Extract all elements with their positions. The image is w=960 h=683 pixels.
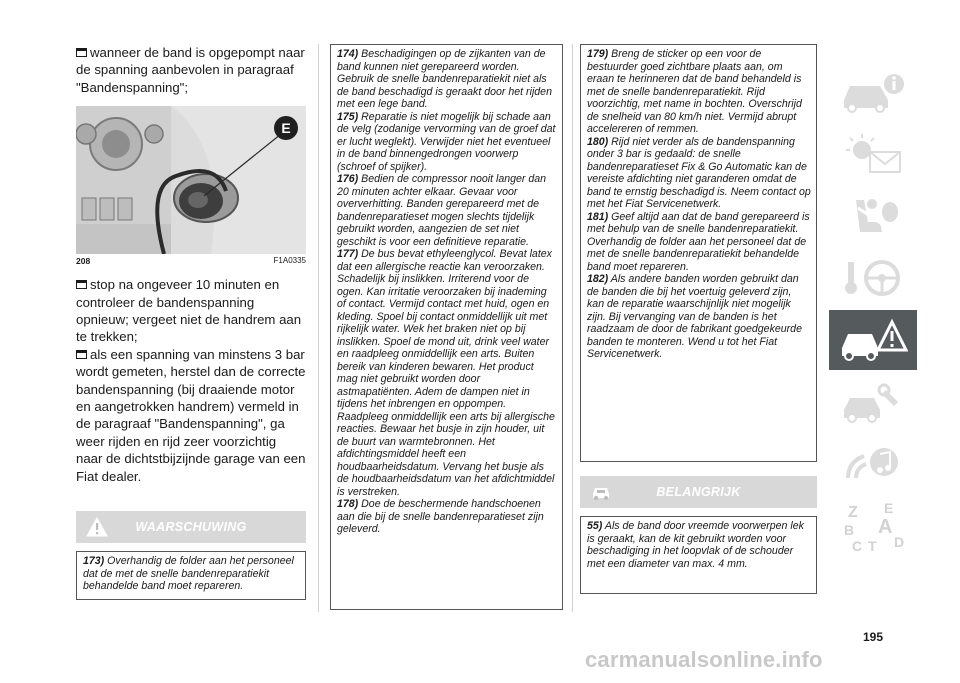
important-title: BELANGRIJK bbox=[656, 485, 741, 499]
column-divider bbox=[318, 44, 319, 612]
warning-note bbox=[587, 211, 811, 274]
car-breakdown-icon bbox=[838, 318, 908, 362]
figure-number: 208 bbox=[76, 256, 91, 267]
index-letter: D bbox=[894, 534, 905, 550]
note-ref: 176) bbox=[337, 173, 359, 185]
figure-tyre-kit bbox=[76, 106, 306, 254]
index-letter: E bbox=[884, 500, 894, 516]
note-ref: 55) bbox=[587, 520, 603, 532]
note-text: Als de band door vreemde voorwerpen lek is geraakt, kan de kit gebruikt worden voor beschadiging in het loopvlak of de schouder met een diameter van max. 4 mm. bbox=[587, 520, 804, 570]
note-ref: 180) bbox=[587, 135, 609, 148]
sidebar-item-maintenance[interactable] bbox=[829, 372, 917, 432]
sidebar-item-emergency[interactable] bbox=[829, 310, 917, 370]
note-ref: 179) bbox=[587, 48, 609, 60]
figure-code: F1A0335 bbox=[273, 256, 306, 266]
important-box bbox=[580, 516, 817, 594]
warning-note bbox=[337, 173, 557, 248]
step-text: stop na ongeveer 10 minuten en controleer de bandenspanning opnieuw; vergeet niet de handrem aan te trekken; bbox=[76, 277, 302, 345]
note-ref: 181) bbox=[587, 210, 609, 223]
note-text: Doe de beschermende handschoenen aan die bij de snelle bandenreparatieset zijn geleverd. bbox=[337, 498, 544, 535]
sidebar-item-starting-driving[interactable] bbox=[829, 248, 917, 308]
warning-note bbox=[587, 48, 811, 136]
warning-note bbox=[83, 555, 300, 593]
steering-wheel-key-icon bbox=[838, 256, 908, 300]
warning-notes-box bbox=[330, 44, 563, 610]
step-text: als een spanning van minstens 3 bar wordt gemeten, herstel dan de correcte bandenspanning (bij draaiende motor en aangetrokken handrem) vermeld in de paragraaf "Bandenspanning", ga weer rijden en rijd zeer voorzichtig naar de dichtstbijzijnde garage van een Fiat dealer. bbox=[76, 346, 306, 484]
column-right bbox=[580, 44, 817, 594]
car-info-icon bbox=[590, 482, 612, 502]
multimedia-icon bbox=[838, 442, 908, 486]
sidebar-item-safety[interactable] bbox=[829, 186, 917, 246]
sidebar-item-multimedia[interactable] bbox=[829, 434, 917, 494]
warning-note bbox=[337, 248, 557, 498]
warning-banner bbox=[76, 511, 306, 543]
note-text: Geef altijd aan dat de band gerepareerd is met behulp van de snelle bandenreparatiekit. Overhandig de folder aan het personeel dat de met de snelle bandenreparatiekit behandelde band moet repareren. bbox=[587, 210, 810, 273]
note-text: De bus bevat ethyleenglycol. Bevat latex dat een allergische reactie kan veroorzaken. Schadelijk bij inslikken. Irriterend voor de ogen. Kan irritatie veroorzaken bij inademing of contact. Vermijd contact met huid, ogen en kleding. Spoel bij contact onmiddellijk uit met rijkelijk water. Wek het braken niet op bij inslikken. Spoel de mond uit, drink veel water en raadpleeg onmiddellijk een arts. Buiten bereik van kinderen bewaren. Het product mag niet gebruikt worden door astmapatiënten. Adem de dampen niet in tijdens het inbrengen en oppompen. Raadpleeg onmiddellijk een arts bij allergische reacties. Bewaar het busje in zijn houder, uit de buurt van warmtebronnen. Het afdichtingsmiddel heeft een houdbaarheidsdatum. Vervang het busje als de houdbaarheidsdatum van het afdichtmiddel is verstreken. bbox=[337, 248, 555, 498]
note-ref: 178) bbox=[337, 498, 359, 510]
bullet-icon bbox=[76, 280, 87, 289]
warning-note bbox=[337, 498, 557, 536]
airbag-seat-icon bbox=[838, 194, 908, 238]
column-left bbox=[76, 44, 306, 600]
warning-note bbox=[587, 273, 811, 361]
note-text: Overhandig de folder aan het personeel dat de met de snelle bandenreparatiekit behandelde band moet repareren. bbox=[83, 555, 294, 593]
warning-note bbox=[587, 136, 811, 211]
index-letter: A bbox=[878, 516, 893, 538]
note-ref: 182) bbox=[587, 273, 609, 285]
index-letter: B bbox=[844, 522, 855, 538]
index-letter: T bbox=[868, 538, 877, 553]
car-maintenance-icon bbox=[838, 380, 908, 424]
index-letter: Z bbox=[848, 504, 858, 521]
car-info-icon bbox=[838, 70, 908, 114]
warning-note bbox=[337, 48, 557, 111]
important-note bbox=[587, 520, 811, 570]
step-text: wanneer de band is opgepompt naar de spanning aanbevolen in paragraaf "Bandenspanning"; bbox=[76, 45, 305, 95]
sidebar-item-vehicle-info[interactable] bbox=[829, 62, 917, 122]
intro-paragraph bbox=[76, 44, 306, 96]
warning-title: WAARSCHUWING bbox=[135, 520, 247, 535]
note-text: Als andere banden worden gebruikt dan de banden die bij het voertuig geleverd zijn, kan de reparatie waarschijnlijk niet mogelijk zijn. Bij vervanging van de banden is het raadzaam de door de fabrikant goedgekeurde banden te monteren. Wend u tot het Fiat Servicenetwerk. bbox=[587, 273, 802, 360]
note-ref: 175) bbox=[337, 110, 359, 123]
index-letter: C bbox=[852, 538, 863, 553]
callout-label: E bbox=[281, 120, 291, 137]
sidebar-item-index[interactable] bbox=[829, 496, 917, 556]
column-divider bbox=[572, 44, 573, 612]
warning-triangle-icon bbox=[86, 517, 108, 537]
important-banner bbox=[580, 476, 817, 508]
warning-note bbox=[337, 111, 557, 174]
index-letters-icon bbox=[838, 499, 908, 553]
bullet-icon bbox=[76, 350, 87, 359]
note-text: Reparatie is niet mogelijk bij schade aan de velg (zodanige vervorming van de groef dat er lucht weglekt). Verwijder niet het eventueel in de band binnengedrongen voorwerp (schroef of spijker). bbox=[337, 110, 556, 173]
note-text: Rijd niet verder als de bandenspanning onder 3 bar is gedaald: de snelle bandenreparatieset Fix & Go Automatic kan de vereiste afdichting niet garanderen omdat de band te ernstig beschadigd is. Neem contact op met het Fiat Servicenetwerk. bbox=[587, 135, 811, 210]
warning-notes-box bbox=[580, 44, 817, 462]
note-ref: 177) bbox=[337, 248, 359, 260]
column-middle bbox=[330, 44, 563, 610]
steps-list bbox=[76, 276, 306, 485]
watermark-text: carmanualsonline.info bbox=[585, 647, 823, 672]
note-text: Beschadigingen op de zijkanten van de band kunnen niet gerepareerd worden. Gebruik de snelle bandenreparatiekit niet als de band beschadigd is geraakt door het rijden met een lege band. bbox=[337, 48, 552, 110]
page-number: 195 bbox=[862, 630, 884, 644]
note-text: Breng de sticker op een voor de bestuurder goed zichtbare plaats aan, om eraan te herinneren dat de band behandeld is met de snelle bandenreparatiekit. Rijd voorzichtig, met name in bochten. Overschrijd de snelheid van 80 km/h niet. Vermijd abrupt accelereren of remmen. bbox=[587, 48, 802, 135]
figure-caption bbox=[76, 256, 306, 266]
note-ref: 174) bbox=[337, 48, 359, 60]
tyre-kit-illustration bbox=[76, 106, 306, 254]
warning-box bbox=[76, 551, 306, 600]
note-text: Bedien de compressor nooit langer dan 20 minuten achter elkaar. Gevaar voor oververhitting. Banden gerepareerd met de bandenreparatieset mogen slechts tijdelijk gebruikt worden, aangezien de set niet geschikt is voor een definitieve reparatie. bbox=[337, 173, 547, 248]
chapter-sidebar bbox=[829, 62, 917, 558]
bullet-icon bbox=[76, 48, 87, 57]
warning-lights-icon bbox=[838, 132, 908, 176]
sidebar-item-dashboard[interactable] bbox=[829, 124, 917, 184]
note-ref: 173) bbox=[83, 555, 105, 568]
